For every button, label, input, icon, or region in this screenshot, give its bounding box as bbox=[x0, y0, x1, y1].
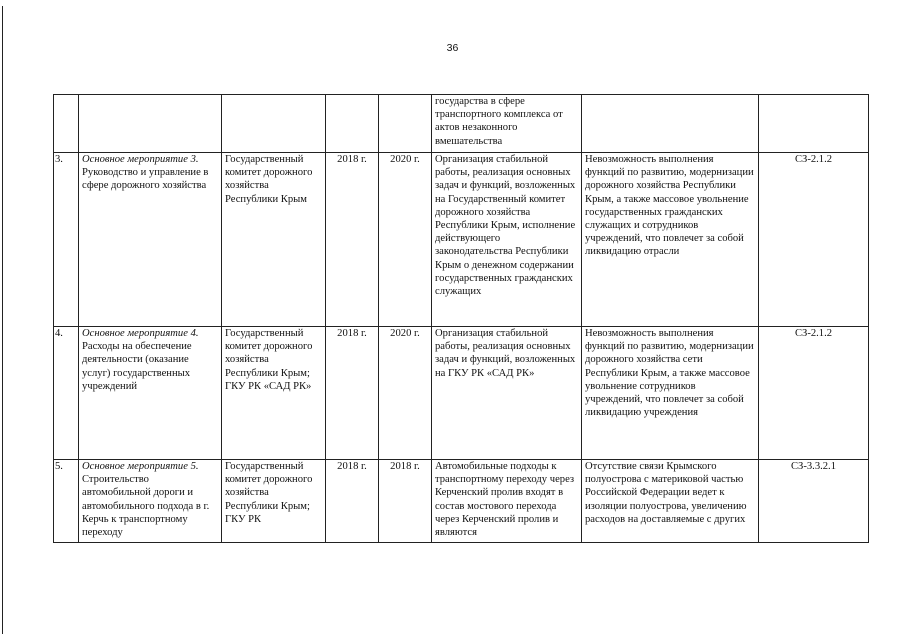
consequences-text: Отсутствие связи Крымского полуострова с материковой частью Российской Федерации ведет к изоляции полуострова, увеличению расходов на доставляемые с других bbox=[585, 461, 747, 525]
executor-cell: Государственный комитет дорожного хозяйства Республики Крым; ГКУ РК «САД РК» bbox=[222, 327, 326, 460]
result-cell bbox=[432, 95, 582, 153]
consequences-cell bbox=[582, 95, 759, 153]
table-row bbox=[54, 460, 869, 543]
executor-text: Государственный комитет дорожного хозяйства Республики Крым; ГКУ РК bbox=[225, 461, 313, 525]
result-text: Организация стабильной работы, реализация основных задач и функций, возложенных на Государственный комитет дорожного хозяйства Республики Крым, исполнение действующего законодательства Республики Крым о денежном содержании государственных гражданских служащих bbox=[435, 154, 576, 298]
indicator-cell: СЗ-2.1.2 bbox=[759, 153, 869, 327]
result-text: Автомобильные подходы к транспортному переходу через Керченский пролив входят в состав мостового перехода через Керченский пролив и являются bbox=[435, 461, 575, 539]
consequences-cell bbox=[582, 460, 759, 543]
table-row bbox=[54, 95, 869, 153]
measure-cell bbox=[79, 95, 222, 153]
start-year-cell: 2018 г. bbox=[326, 460, 379, 543]
indicator-cell: СЗ-3.3.2.1 bbox=[759, 460, 869, 543]
measure-prefix: Основное мероприятие 5. bbox=[82, 461, 199, 472]
result-cell: Организация стабильной работы, реализация основных задач и функций, возложенных на ГКУ РК «САД РК» bbox=[432, 327, 582, 460]
indicator-cell: СЗ-2.1.2 bbox=[759, 327, 869, 460]
row-number-cell: 3. bbox=[54, 153, 79, 327]
measure-text: Расходы на обеспечение деятельности (оказание услуг) государственных учреждений bbox=[82, 341, 192, 392]
measures-table bbox=[53, 94, 869, 543]
executor-cell bbox=[222, 460, 326, 543]
result-cell bbox=[432, 153, 582, 327]
page-edge-rule bbox=[2, 6, 3, 634]
measure-prefix: Основное мероприятие 4. bbox=[82, 328, 199, 339]
executor-cell bbox=[222, 95, 326, 153]
row-number-cell bbox=[54, 95, 79, 153]
result-cell bbox=[432, 460, 582, 543]
row-number-cell: 4. bbox=[54, 327, 79, 460]
consequences-cell: Невозможность выполнения функций по развитию, модернизации дорожного хозяйства сети Республики Крым, а также массовое увольнение сотрудников учреждений, что повлечет за собой ликвидацию учреждения bbox=[582, 327, 759, 460]
end-year-cell: 2020 г. bbox=[379, 153, 432, 327]
start-year-cell bbox=[326, 95, 379, 153]
table-row bbox=[54, 153, 869, 327]
result-text: государства в сфере транспортного комплекса от актов незаконного вмешательства bbox=[435, 96, 563, 147]
start-year-cell: 2018 г. bbox=[326, 153, 379, 327]
table-row bbox=[54, 327, 869, 460]
measure-cell bbox=[79, 153, 222, 327]
end-year-cell: 2020 г. bbox=[379, 327, 432, 460]
measure-cell bbox=[79, 460, 222, 543]
consequences-cell: Невозможность выполнения функций по развитию, модернизации дорожного хозяйства Республики Крым, а также массовое увольнение государственных гражданских служащих и сотрудников учреждений, что повлечет за собой ликвидацию отрасли bbox=[582, 153, 759, 327]
executor-cell: Государственный комитет дорожного хозяйства Республики Крым bbox=[222, 153, 326, 327]
page-number: 36 bbox=[446, 42, 459, 54]
end-year-cell bbox=[379, 95, 432, 153]
measure-text: Руководство и управление в сфере дорожного хозяйства bbox=[82, 167, 209, 192]
measure-cell bbox=[79, 327, 222, 460]
end-year-cell: 2018 г. bbox=[379, 460, 432, 543]
start-year-cell: 2018 г. bbox=[326, 327, 379, 460]
row-number-cell: 5. bbox=[54, 460, 79, 543]
indicator-cell bbox=[759, 95, 869, 153]
measure-prefix: Основное мероприятие 3. bbox=[82, 154, 199, 165]
measure-text: Строительство автомобильной дороги и автомобильного подхода в г. Керчь к транспортному переходу bbox=[82, 474, 210, 539]
